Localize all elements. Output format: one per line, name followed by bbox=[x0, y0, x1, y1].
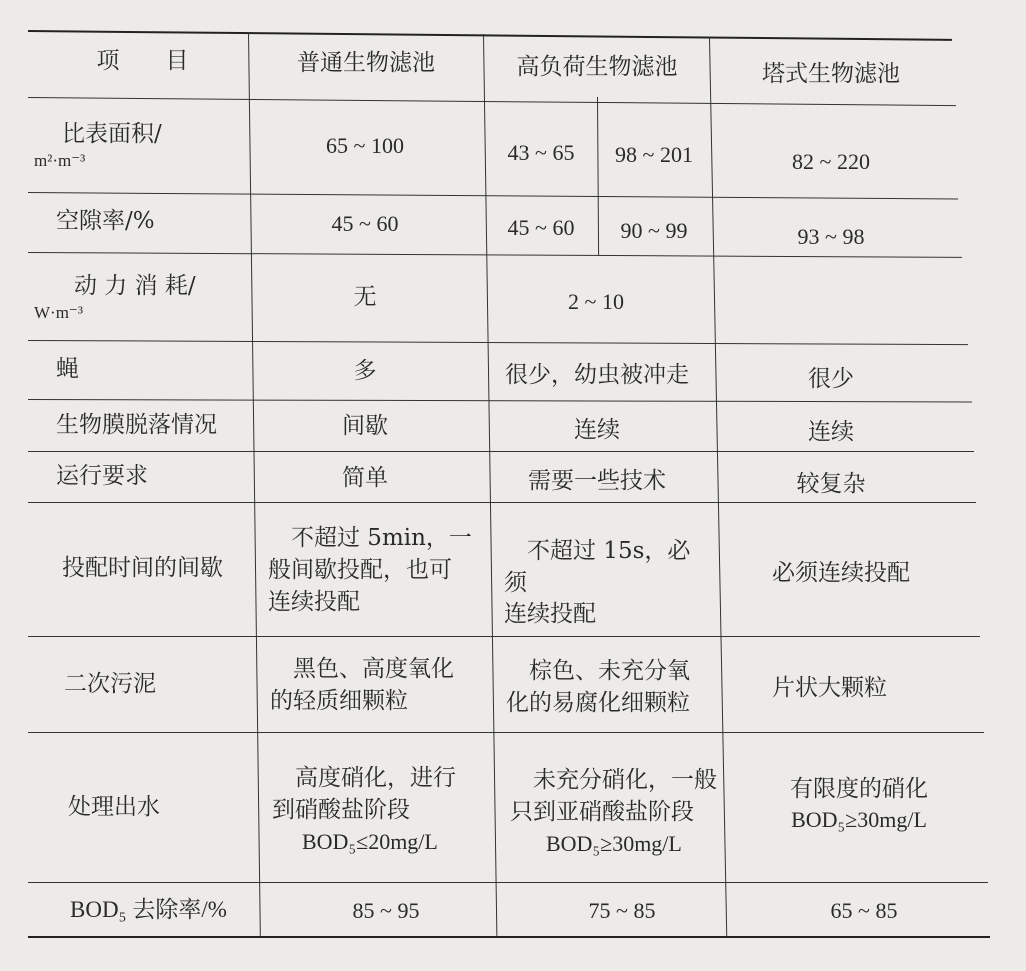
col-rule-sub bbox=[597, 97, 599, 255]
flies-high-load: 很少，幼虫被冲走 bbox=[505, 362, 689, 389]
bod-removal-high-load: 75 ~ 85 bbox=[588, 898, 656, 924]
effluent-high-load-line2: 只到亚硝酸盐阶段 bbox=[510, 798, 694, 825]
header-high-load: 高负荷生物滤池 bbox=[516, 54, 678, 81]
effluent-tower-line1: 有限度的硝化 bbox=[790, 776, 928, 802]
effluent-high-load-line1: 未充分硝化，一般 bbox=[510, 767, 717, 794]
label-sludge: 二次污泥 bbox=[64, 671, 156, 698]
operation-tower: 较复杂 bbox=[796, 471, 866, 498]
sludge-ordinary-line1: 黑色、高度氧化 bbox=[270, 656, 454, 683]
dosing-ordinary-line1: 不超过 5min，一 bbox=[268, 525, 472, 552]
label-power bbox=[34, 256, 246, 340]
label-dosing: 投配时间的间歇 bbox=[62, 555, 223, 582]
specific-area-high-load-a: 43 ~ 65 bbox=[507, 140, 575, 166]
row-rule bbox=[28, 636, 980, 637]
power-ordinary: 无 bbox=[353, 284, 377, 310]
dosing-ordinary bbox=[258, 508, 492, 634]
sludge-ordinary-line2: 的轻质细颗粒 bbox=[270, 688, 408, 714]
specific-area-ordinary: 65 ~ 100 bbox=[326, 133, 404, 159]
dosing-high-load bbox=[494, 510, 722, 630]
effluent-ordinary-line3: BOD₅≤20mg/L bbox=[302, 828, 438, 854]
porosity-high-load-b: 90 ~ 99 bbox=[620, 218, 688, 244]
specific-area-high-load-b: 98 ~ 201 bbox=[615, 142, 693, 168]
biofilm-tower: 连续 bbox=[808, 419, 854, 446]
sludge-high-load-line1: 棕色、未充分氧 bbox=[506, 658, 690, 685]
effluent-high-load-line3: BOD₅≥30mg/L bbox=[546, 830, 682, 856]
biofilm-ordinary: 间歇 bbox=[342, 413, 388, 440]
sludge-high-load bbox=[496, 642, 728, 734]
bottom-rule bbox=[28, 936, 990, 938]
label-power-line1: 动 力 消 耗/ bbox=[74, 273, 196, 299]
dosing-high-load-line2: 连续投配 bbox=[504, 601, 596, 628]
bod-removal-ordinary: 85 ~ 95 bbox=[352, 898, 420, 924]
label-specific-area-line1: 比表面积/ bbox=[62, 121, 162, 147]
sludge-ordinary bbox=[260, 640, 496, 732]
label-flies: 蝇 bbox=[56, 356, 79, 383]
header-ordinary: 普通生物滤池 bbox=[297, 50, 435, 77]
operation-high-load: 需要一些技术 bbox=[528, 468, 666, 495]
label-porosity: 空隙率/% bbox=[56, 208, 155, 235]
dosing-ordinary-line3: 连续投配 bbox=[268, 588, 360, 615]
operation-ordinary: 简单 bbox=[342, 465, 388, 492]
header-item: 项 目 bbox=[96, 48, 189, 75]
power-high-load: 2 ~ 10 bbox=[568, 289, 624, 315]
sludge-tower: 片状大颗粒 bbox=[772, 675, 887, 702]
flies-tower: 很少 bbox=[808, 366, 854, 393]
label-effluent: 处理出水 bbox=[68, 794, 160, 821]
dosing-high-load-line1: 不超过 15s，必须 bbox=[504, 538, 691, 596]
label-bod-removal: BOD₅ 去除率/% bbox=[70, 897, 227, 923]
label-specific-area-unit: m²·m⁻³ bbox=[34, 151, 86, 171]
effluent-tower-line2: BOD₅≥30mg/L bbox=[791, 807, 927, 833]
biofilm-high-load: 连续 bbox=[574, 417, 620, 444]
header-tower: 塔式生物滤池 bbox=[762, 61, 900, 88]
sludge-high-load-line2: 化的易腐化细颗粒 bbox=[506, 690, 690, 716]
porosity-tower: 93 ~ 98 bbox=[797, 224, 865, 250]
effluent-tower bbox=[752, 746, 966, 876]
bod-removal-tower: 65 ~ 85 bbox=[830, 898, 898, 924]
specific-area-tower: 82 ~ 220 bbox=[792, 149, 870, 175]
porosity-high-load-a: 45 ~ 60 bbox=[507, 215, 575, 241]
effluent-ordinary-line2: 到硝酸盐阶段 bbox=[272, 796, 410, 823]
effluent-high-load bbox=[500, 744, 740, 880]
label-specific-area bbox=[34, 100, 246, 192]
dosing-tower: 必须连续投配 bbox=[772, 560, 910, 587]
effluent-ordinary bbox=[262, 742, 498, 878]
label-operation: 运行要求 bbox=[56, 463, 148, 490]
label-biofilm: 生物膜脱落情况 bbox=[56, 412, 217, 439]
porosity-ordinary: 45 ~ 60 bbox=[331, 211, 399, 237]
label-power-unit: W·m⁻³ bbox=[34, 303, 83, 323]
row-rule bbox=[28, 882, 988, 883]
power-tower bbox=[712, 266, 950, 346]
flies-ordinary: 多 bbox=[353, 358, 377, 385]
dosing-ordinary-line2: 般间歇投配，也可 bbox=[268, 557, 452, 584]
effluent-ordinary-line1: 高度硝化，进行 bbox=[272, 765, 456, 792]
